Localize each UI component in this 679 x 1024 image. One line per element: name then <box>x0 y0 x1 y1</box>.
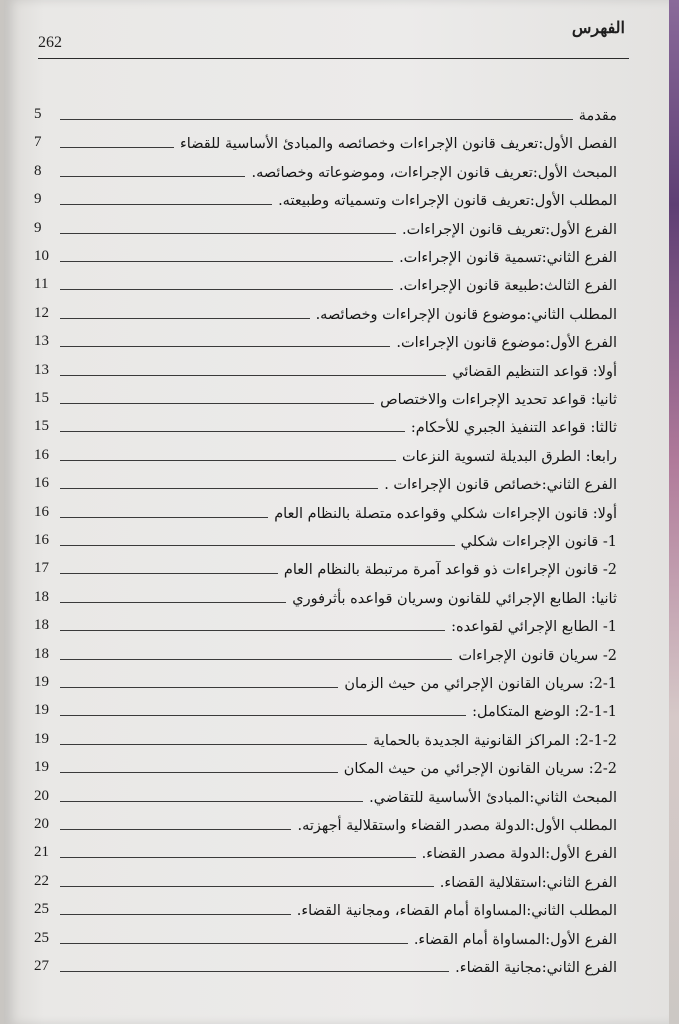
page-edge <box>669 0 679 1024</box>
toc-entry-title: أولا: قانون الإجراءات شكلي وقواعده متصلة بالنظام العام <box>274 505 617 522</box>
toc-entry <box>4 155 669 183</box>
toc-page-number: 12 <box>34 304 49 321</box>
toc-page-number: 20 <box>34 787 49 804</box>
toc-entry-title: 2-1-2: المراكز القانونية الجديدة بالحماية <box>373 732 617 749</box>
toc-entry <box>4 751 669 779</box>
toc-entry-title: أولا: قواعد التنظيم القضائي <box>452 363 617 380</box>
toc-entry-title: المطلب الأول:الدولة مصدر القضاء واستقلالية أجهزته. <box>297 818 617 834</box>
toc-entry-title: المطلب الأول:تعريف قانون الإجراءات وتسمياته وطبيعته. <box>278 193 617 210</box>
toc-page-number: 16 <box>34 475 49 492</box>
table-of-contents <box>4 0 669 1024</box>
toc-entry-title: الفصل الأول:تعريف قانون الإجراءات وخصائصه والمبادئ الأساسية للقضاء <box>179 136 617 153</box>
toc-entry <box>4 268 669 296</box>
toc-leader-line <box>60 176 245 177</box>
toc-page-number: 9 <box>34 219 42 236</box>
toc-entry <box>4 325 669 353</box>
toc-entry-title: 1- قانون الإجراءات شكلي <box>460 534 617 550</box>
toc-leader-line <box>60 346 390 347</box>
toc-leader-line <box>60 943 408 944</box>
toc-leader-line <box>60 971 449 972</box>
toc-leader-line <box>60 403 374 404</box>
toc-entry <box>4 950 669 978</box>
page-number: 262 <box>38 34 62 51</box>
toc-entry-title: المطلب الثاني:موضوع قانون الإجراءات وخصائصه. <box>315 306 617 323</box>
toc-entry <box>4 183 669 211</box>
toc-leader-line <box>60 857 416 858</box>
toc-leader-line <box>60 772 338 773</box>
toc-page-number: 25 <box>34 929 49 946</box>
toc-page-number: 10 <box>34 248 49 264</box>
toc-leader-line <box>60 715 466 716</box>
toc-entry <box>4 240 669 268</box>
toc-entry <box>4 439 669 467</box>
toc-entry-title: 2- سريان قانون الإجراءات <box>458 647 617 664</box>
toc-entry <box>4 922 669 950</box>
toc-entry <box>4 467 669 495</box>
toc-page-number: 22 <box>34 872 49 889</box>
toc-leader-line <box>60 687 338 688</box>
toc-page-number: 16 <box>34 503 49 520</box>
toc-leader-line <box>60 602 286 603</box>
toc-page-number: 19 <box>34 702 49 719</box>
toc-leader-line <box>60 375 446 376</box>
toc-page-number: 13 <box>34 361 49 378</box>
toc-entry <box>4 354 669 382</box>
toc-entry-title: ثانيا: الطابع الإجرائي للقانون وسريان قواعده بأثرفوري <box>292 590 617 607</box>
toc-entry <box>4 126 669 154</box>
toc-entry-title: المبحث الأول:تعريف قانون الإجراءات، وموضوعاته وخصائصه. <box>251 164 617 181</box>
toc-leader-line <box>60 914 291 915</box>
toc-page-number: 19 <box>34 759 49 776</box>
toc-entry <box>4 609 669 637</box>
toc-entry-title: الفرع الثالث:طبيعة قانون الإجراءات. <box>398 278 617 295</box>
toc-leader-line <box>60 318 310 319</box>
toc-entry-title: 2-2: سريان القانون الإجرائي من حيث المكان <box>343 761 617 778</box>
toc-entry-title: 1- الطابع الإجرائي لقواعده: <box>451 619 617 636</box>
toc-leader-line <box>60 488 378 489</box>
toc-page-number: 11 <box>34 276 49 293</box>
toc-leader-line <box>60 573 278 574</box>
toc-entry <box>4 836 669 864</box>
toc-entry <box>4 638 669 666</box>
toc-entry-title: 2- قانون الإجراءات ذو قواعد آمرة مرتبطة بالنظام العام <box>283 562 617 579</box>
toc-page-number: 15 <box>34 390 49 406</box>
toc-leader-line <box>60 517 268 518</box>
toc-entry-title: المطلب الثاني:المساواة أمام القضاء، ومجانية القضاء. <box>296 903 617 920</box>
toc-page-number: 5 <box>34 106 42 122</box>
toc-leader-line <box>60 233 396 234</box>
toc-page-number: 16 <box>34 532 49 548</box>
toc-entry <box>4 212 669 240</box>
toc-leader-line <box>60 545 455 546</box>
toc-page-number: 21 <box>34 844 49 861</box>
book-page <box>4 0 669 1024</box>
toc-entry <box>4 524 669 552</box>
toc-entry <box>4 297 669 325</box>
toc-leader-line <box>60 147 174 148</box>
toc-entry <box>4 893 669 921</box>
toc-page-number: 16 <box>34 446 49 463</box>
toc-entry-title: الفرع الأول:موضوع قانون الإجراءات. <box>396 335 617 352</box>
toc-page-number: 17 <box>34 560 49 577</box>
toc-entry-title: الفرع الأول:الدولة مصدر القضاء. <box>421 846 617 863</box>
toc-entry-title: الفرع الأول:المساواة أمام القضاء. <box>413 931 617 948</box>
toc-entry-title: الفرع الثاني:استقلالية القضاء. <box>439 874 617 891</box>
page-title: الفهرس <box>571 18 625 37</box>
toc-entry <box>4 496 669 524</box>
toc-entry-title: ثالثا: قواعد التنفيذ الجبري للأحكام: <box>410 420 617 437</box>
toc-entry <box>4 666 669 694</box>
toc-page-number: 13 <box>34 333 49 350</box>
toc-page-number: 20 <box>34 816 49 832</box>
toc-entry <box>4 98 669 126</box>
toc-page-number: 19 <box>34 730 49 747</box>
toc-entry-title: الفرع الثاني:خصائص قانون الإجراءات . <box>384 477 617 494</box>
toc-entry-title: رابعا: الطرق البديلة لتسوية النزعات <box>401 448 617 465</box>
toc-leader-line <box>60 829 291 830</box>
toc-leader-line <box>60 886 434 887</box>
toc-entry-title: الفرع الأول:تعريف قانون الإجراءات. <box>402 221 617 238</box>
toc-entry-title: ثانيا: قواعد تحديد الإجراءات والاختصاص <box>380 392 617 408</box>
toc-entry <box>4 808 669 836</box>
toc-entry-title: مقدمة <box>578 108 617 124</box>
toc-page-number: 18 <box>34 617 49 634</box>
toc-page-number: 9 <box>34 191 42 208</box>
toc-page-number: 15 <box>34 418 49 435</box>
toc-page-number: 25 <box>34 901 49 918</box>
toc-page-number: 7 <box>34 134 42 151</box>
toc-entry-title: 2-1-1: الوضع المتكامل: <box>472 704 617 721</box>
toc-page-number: 18 <box>34 588 49 605</box>
toc-leader-line <box>60 659 452 660</box>
toc-page-number: 19 <box>34 674 49 690</box>
toc-leader-line <box>60 119 573 120</box>
toc-leader-line <box>60 289 393 290</box>
toc-entry-title: المبحث الثاني:المبادئ الأساسية للتقاضي. <box>369 789 617 806</box>
toc-entry <box>4 865 669 893</box>
toc-entry <box>4 780 669 808</box>
toc-leader-line <box>60 460 396 461</box>
toc-entry <box>4 694 669 722</box>
toc-leader-line <box>60 204 272 205</box>
toc-entry <box>4 382 669 410</box>
toc-entry <box>4 552 669 580</box>
toc-entry <box>4 410 669 438</box>
toc-page-number: 27 <box>34 958 49 974</box>
toc-page-number: 8 <box>34 162 42 179</box>
toc-leader-line <box>60 431 405 432</box>
toc-entry-title: الفرع الثاني:تسمية قانون الإجراءات. <box>399 250 617 266</box>
toc-entry-title: الفرع الثاني:مجانية القضاء. <box>455 960 617 976</box>
toc-page-number: 18 <box>34 645 49 662</box>
toc-entry-title: 2-1: سريان القانون الإجرائي من حيث الزمان <box>344 676 617 692</box>
toc-leader-line <box>60 630 445 631</box>
toc-leader-line <box>60 261 393 262</box>
toc-leader-line <box>60 744 367 745</box>
toc-entry <box>4 723 669 751</box>
toc-entry <box>4 581 669 609</box>
toc-leader-line <box>60 801 363 802</box>
